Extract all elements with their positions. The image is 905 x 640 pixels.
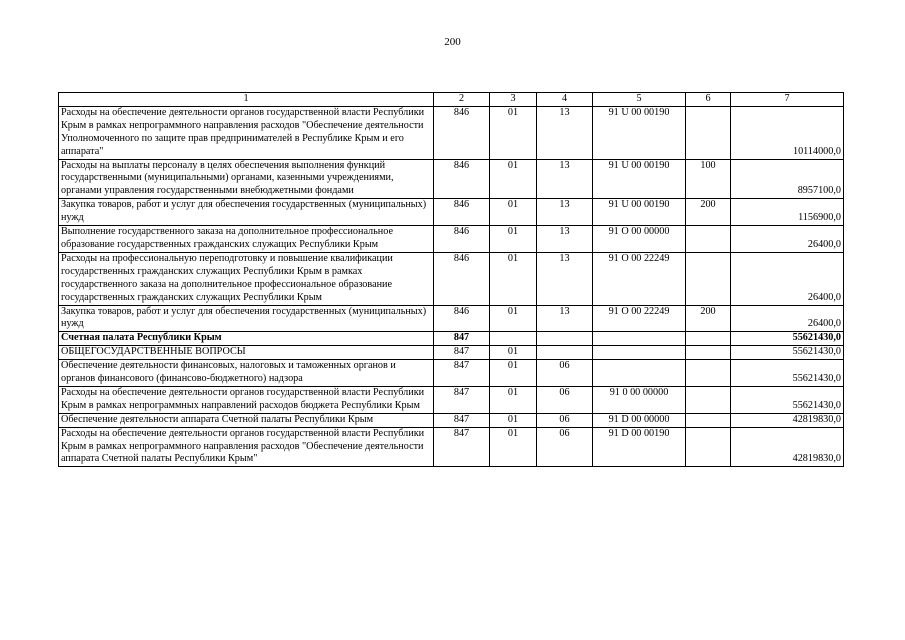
- column-header: 7: [731, 93, 844, 107]
- column-header: 4: [537, 93, 593, 107]
- row-csr-cell: 91 U 00 00190: [593, 199, 686, 226]
- row-sum-cell: 42819830,0: [731, 427, 844, 467]
- row-razdel-cell: 01: [490, 252, 537, 305]
- row-sum-cell: 55621430,0: [731, 360, 844, 387]
- budget-table-body: [59, 93, 844, 467]
- row-podrazdel-cell: 06: [537, 427, 593, 467]
- row-podrazdel-cell: 13: [537, 159, 593, 199]
- row-csr-cell: 91 D 00 00190: [593, 427, 686, 467]
- row-sum-cell: 10114000,0: [731, 106, 844, 159]
- row-csr-cell: 91 O 00 22249: [593, 252, 686, 305]
- column-header: 3: [490, 93, 537, 107]
- table-row: [59, 106, 844, 159]
- row-sum-cell: 26400,0: [731, 252, 844, 305]
- row-podrazdel-cell: 13: [537, 106, 593, 159]
- row-csr-cell: [593, 332, 686, 346]
- row-razdel-cell: 01: [490, 360, 537, 387]
- column-header: 2: [434, 93, 490, 107]
- row-csr-cell: [593, 346, 686, 360]
- budget-table: [58, 92, 844, 467]
- row-name-cell: Счетная палата Республики Крым: [59, 332, 434, 346]
- row-csr-cell: 91 U 00 00190: [593, 106, 686, 159]
- row-vedomstvo-cell: 847: [434, 332, 490, 346]
- row-razdel-cell: 01: [490, 226, 537, 253]
- row-sum-cell: 8957100,0: [731, 159, 844, 199]
- row-razdel-cell: 01: [490, 106, 537, 159]
- row-vedomstvo-cell: 847: [434, 346, 490, 360]
- table-row: [59, 252, 844, 305]
- table-row: [59, 226, 844, 253]
- row-csr-cell: 91 O 00 00000: [593, 226, 686, 253]
- row-podrazdel-cell: [537, 346, 593, 360]
- row-name-cell: Расходы на профессиональную переподготовку и повышение квалификации государственных гражданских служащих Республики Крым в рамках государственного заказа на дополнительное профессиональное образование государственных гражданских служащих Республики Крым: [59, 252, 434, 305]
- row-vedomstvo-cell: 847: [434, 360, 490, 387]
- row-podrazdel-cell: 06: [537, 386, 593, 413]
- row-vr-cell: [686, 346, 731, 360]
- row-podrazdel-cell: 13: [537, 226, 593, 253]
- row-csr-cell: 91 U 00 00190: [593, 159, 686, 199]
- row-vr-cell: [686, 360, 731, 387]
- table-header-row: [59, 93, 844, 107]
- row-razdel-cell: 01: [490, 305, 537, 332]
- row-csr-cell: 91 D 00 00000: [593, 413, 686, 427]
- row-sum-cell: 42819830,0: [731, 413, 844, 427]
- row-name-cell: Закупка товаров, работ и услуг для обеспечения государственных (муниципальных) нужд: [59, 199, 434, 226]
- column-header: 6: [686, 93, 731, 107]
- row-podrazdel-cell: 06: [537, 413, 593, 427]
- row-sum-cell: 26400,0: [731, 226, 844, 253]
- row-razdel-cell: 01: [490, 413, 537, 427]
- row-vedomstvo-cell: 846: [434, 199, 490, 226]
- row-sum-cell: 55621430,0: [731, 386, 844, 413]
- row-vr-cell: [686, 427, 731, 467]
- row-name-cell: Закупка товаров, работ и услуг для обеспечения государственных (муниципальных) нужд: [59, 305, 434, 332]
- row-vr-cell: 100: [686, 159, 731, 199]
- row-podrazdel-cell: [537, 332, 593, 346]
- row-podrazdel-cell: 13: [537, 199, 593, 226]
- row-name-cell: Обеспечение деятельности финансовых, налоговых и таможенных органов и органов финансового (финансово-бюджетного) надзора: [59, 360, 434, 387]
- row-name-cell: Обеспечение деятельности аппарата Счетной палаты Республики Крым: [59, 413, 434, 427]
- row-vedomstvo-cell: 846: [434, 305, 490, 332]
- row-razdel-cell: 01: [490, 427, 537, 467]
- row-csr-cell: 91 0 00 00000: [593, 386, 686, 413]
- row-razdel-cell: 01: [490, 159, 537, 199]
- row-podrazdel-cell: 13: [537, 305, 593, 332]
- row-vedomstvo-cell: 846: [434, 226, 490, 253]
- row-vedomstvo-cell: 846: [434, 106, 490, 159]
- row-name-cell: Расходы на обеспечение деятельности органов государственной власти Республики Крым в рамках непрограммных направлений расходов бюджета Республики Крым: [59, 386, 434, 413]
- row-vedomstvo-cell: 847: [434, 386, 490, 413]
- row-podrazdel-cell: 13: [537, 252, 593, 305]
- row-name-cell: Расходы на выплаты персоналу в целях обеспечения выполнения функций государственными (муниципальными) органами, казенными учреждениями, органами управления государственными внебюджетными фондами: [59, 159, 434, 199]
- table-row: [59, 386, 844, 413]
- table-row: [59, 305, 844, 332]
- row-vr-cell: [686, 413, 731, 427]
- table-row: [59, 199, 844, 226]
- row-razdel-cell: 01: [490, 346, 537, 360]
- row-vedomstvo-cell: 847: [434, 413, 490, 427]
- table-row: [59, 346, 844, 360]
- row-vr-cell: [686, 332, 731, 346]
- row-vr-cell: [686, 386, 731, 413]
- row-vr-cell: 200: [686, 305, 731, 332]
- row-razdel-cell: [490, 332, 537, 346]
- row-vr-cell: [686, 226, 731, 253]
- row-podrazdel-cell: 06: [537, 360, 593, 387]
- page-number: 200: [444, 36, 461, 48]
- row-vr-cell: [686, 252, 731, 305]
- row-sum-cell: 1156900,0: [731, 199, 844, 226]
- row-vr-cell: [686, 106, 731, 159]
- row-sum-cell: 26400,0: [731, 305, 844, 332]
- row-name-cell: Расходы на обеспечение деятельности органов государственной власти Республики Крым в рамках непрограммного направления расходов "Обеспечение деятельности Уполномоченного по защите прав предпринимателей в Республике Крым и его аппарата": [59, 106, 434, 159]
- row-vr-cell: 200: [686, 199, 731, 226]
- table-row: [59, 427, 844, 467]
- row-vedomstvo-cell: 846: [434, 159, 490, 199]
- row-name-cell: Выполнение государственного заказа на дополнительное профессиональное образование государственных гражданских служащих Республики Крым: [59, 226, 434, 253]
- row-name-cell: ОБЩЕГОСУДАРСТВЕННЫЕ ВОПРОСЫ: [59, 346, 434, 360]
- row-csr-cell: 91 O 00 22249: [593, 305, 686, 332]
- column-header: 5: [593, 93, 686, 107]
- row-vedomstvo-cell: 846: [434, 252, 490, 305]
- table-row: [59, 332, 844, 346]
- row-sum-cell: 55621430,0: [731, 332, 844, 346]
- row-razdel-cell: 01: [490, 386, 537, 413]
- row-name-cell: Расходы на обеспечение деятельности органов государственной власти Республики Крым в рамках непрограммного направления расходов "Обеспечение деятельности аппарата Счетной палаты Республики Крым": [59, 427, 434, 467]
- row-csr-cell: [593, 360, 686, 387]
- column-header: 1: [59, 93, 434, 107]
- row-sum-cell: 55621430,0: [731, 346, 844, 360]
- row-razdel-cell: 01: [490, 199, 537, 226]
- row-vedomstvo-cell: 847: [434, 427, 490, 467]
- table-row: [59, 159, 844, 199]
- table-row: [59, 360, 844, 387]
- table-row: [59, 413, 844, 427]
